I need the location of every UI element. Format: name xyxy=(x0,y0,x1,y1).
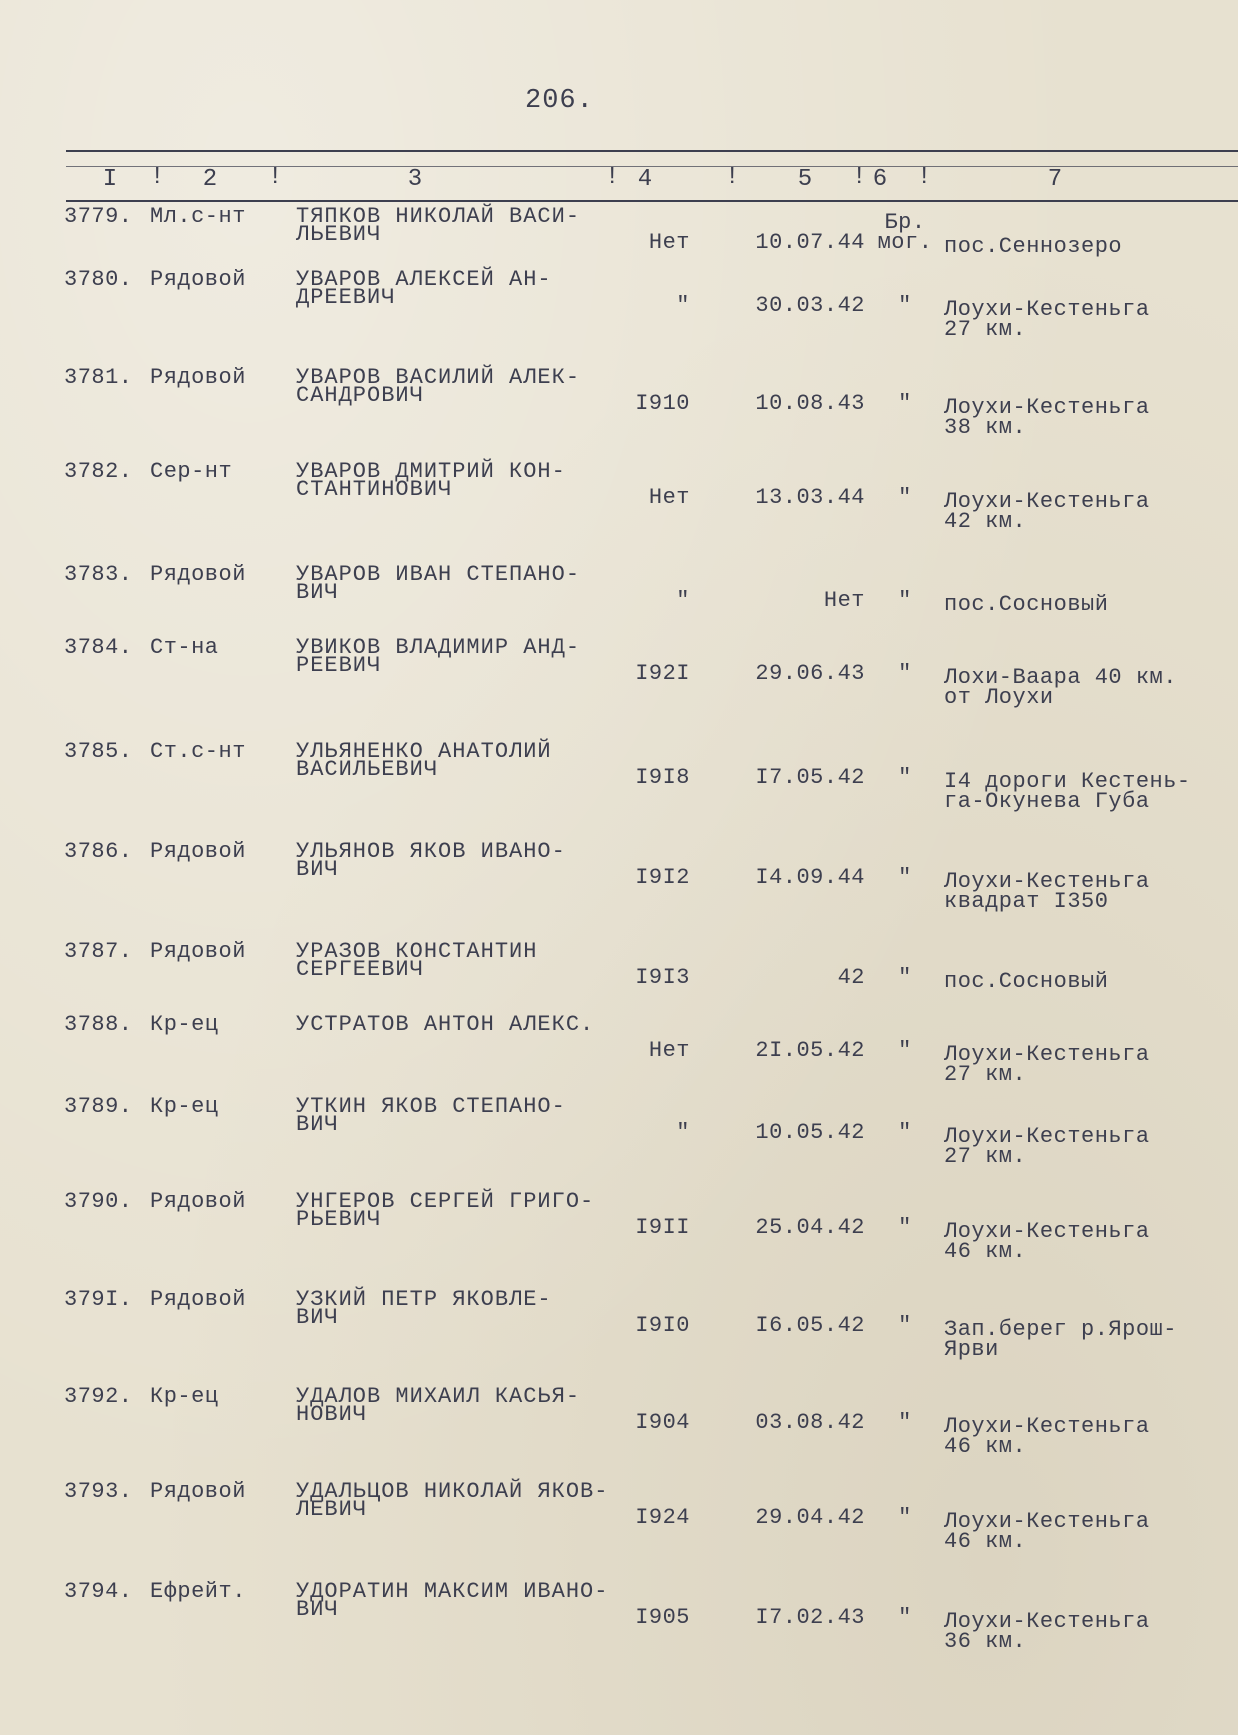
military-rank: Рядовой xyxy=(150,939,246,964)
burial-place-line-1: пос.Сеннозеро xyxy=(944,234,1123,259)
header-col-4: 4 xyxy=(637,166,653,193)
full-name-line-2: ВИЧ xyxy=(296,857,339,882)
birth-year: Нет xyxy=(648,230,690,255)
full-name-line-2: СЕРГЕЕВИЧ xyxy=(296,957,424,982)
military-rank: Ефрейт. xyxy=(150,1579,246,1604)
birth-year: " xyxy=(676,588,690,613)
full-name-line-1: УВАРОВ АЛЕКСЕЙ АН- xyxy=(296,267,552,292)
burial-type-line-2: " xyxy=(898,293,912,318)
full-name-line-2: ЛЬЕВИЧ xyxy=(296,222,382,247)
burial-type-line-2: " xyxy=(898,865,912,890)
military-rank: Кр-ец xyxy=(150,1384,219,1409)
burial-place-line-1: I4 дороги Кестень- xyxy=(944,769,1191,794)
burial-place-line-2: 27 км. xyxy=(944,1144,1027,1169)
death-date: I7.05.42 xyxy=(755,765,865,790)
military-rank: Рядовой xyxy=(150,1287,246,1312)
page-number: 206. xyxy=(525,86,594,116)
full-name-line-2: РЬЕВИЧ xyxy=(296,1207,382,1232)
military-rank: Ст-на xyxy=(150,635,219,660)
record-number: 3788. xyxy=(64,1012,133,1037)
death-date: 29.04.42 xyxy=(755,1505,865,1530)
header-col-2: 2 xyxy=(202,166,218,193)
header-col-6: 6 xyxy=(872,166,888,193)
military-rank: Рядовой xyxy=(150,839,246,864)
military-rank: Рядовой xyxy=(150,267,246,292)
birth-year: I9I0 xyxy=(635,1313,690,1338)
burial-type-line-2: " xyxy=(898,1038,912,1063)
record-number: 3789. xyxy=(64,1094,133,1119)
birth-year: I9I2 xyxy=(635,865,690,890)
burial-place-line-2: Ярви xyxy=(944,1337,999,1362)
military-rank: Рядовой xyxy=(150,1479,246,1504)
burial-type-line-2: " xyxy=(898,391,912,416)
record-number: 3780. xyxy=(64,267,133,292)
death-date: 2I.05.42 xyxy=(755,1038,865,1063)
birth-year: I9I8 xyxy=(635,765,690,790)
full-name-line-1: ТЯПКОВ НИКОЛАЙ ВАСИ- xyxy=(296,204,581,229)
birth-year: " xyxy=(676,293,690,318)
birth-year: I92I xyxy=(635,661,690,686)
burial-place-line-2: 46 км. xyxy=(944,1239,1027,1264)
burial-place-line-2: 38 км. xyxy=(944,415,1027,440)
birth-year: I910 xyxy=(635,391,690,416)
burial-place-line-2: квадрат I350 xyxy=(944,889,1109,914)
military-rank: Кр-ец xyxy=(150,1094,219,1119)
record-number: 3784. xyxy=(64,635,133,660)
full-name-line-2: СТАНТИНОВИЧ xyxy=(296,477,453,502)
birth-year: I904 xyxy=(635,1410,690,1435)
military-rank: Сер-нт xyxy=(150,459,233,484)
table-top-rule xyxy=(66,150,1238,152)
record-number: 3783. xyxy=(64,562,133,587)
military-rank: Мл.с-нт xyxy=(150,204,246,229)
burial-type-line-2: " xyxy=(898,1313,912,1338)
burial-type-line-2: " xyxy=(898,1120,912,1145)
burial-place-line-2: 27 км. xyxy=(944,317,1027,342)
military-rank: Рядовой xyxy=(150,365,246,390)
full-name-line-2: РЕЕВИЧ xyxy=(296,653,382,678)
burial-place-line-1: Лохи-Ваара 40 км. xyxy=(944,665,1177,690)
table-header-rule xyxy=(66,200,1238,202)
military-rank: Рядовой xyxy=(150,1189,246,1214)
death-date: 13.03.44 xyxy=(755,485,865,510)
record-number: 3792. xyxy=(64,1384,133,1409)
burial-place-line-1: Лоухи-Кестеньга xyxy=(944,395,1150,420)
death-date: 30.03.42 xyxy=(755,293,865,318)
burial-place-line-1: Лоухи-Кестеньга xyxy=(944,489,1150,514)
death-date: 25.04.42 xyxy=(755,1215,865,1240)
burial-type-line-2: " xyxy=(898,1410,912,1435)
header-separator: ! xyxy=(150,164,165,191)
burial-place-line-2: 46 км. xyxy=(944,1529,1027,1554)
burial-place-line-1: Лоухи-Кестеньга xyxy=(944,1124,1150,1149)
death-date: 03.08.42 xyxy=(755,1410,865,1435)
military-rank: Рядовой xyxy=(150,562,246,587)
burial-place-line-1: Лоухи-Кестеньга xyxy=(944,1042,1150,1067)
header-col-1: I xyxy=(102,166,118,193)
birth-year: I924 xyxy=(635,1505,690,1530)
header-col-5: 5 xyxy=(797,166,813,193)
burial-place-line-1: Лоухи-Кестеньга xyxy=(944,1219,1150,1244)
burial-place-line-2: от Лоухи xyxy=(944,685,1054,710)
full-name-line-1: УВИКОВ ВЛАДИМИР АНД- xyxy=(296,635,581,660)
full-name-line-2: ВИЧ xyxy=(296,580,339,605)
record-number: 3781. xyxy=(64,365,133,390)
record-number: 3790. xyxy=(64,1189,133,1214)
death-date: 10.07.44 xyxy=(755,230,865,255)
record-number: 3787. xyxy=(64,939,133,964)
death-date: 10.05.42 xyxy=(755,1120,865,1145)
full-name-line-1: УЗКИЙ ПЕТР ЯКОВЛЕ- xyxy=(296,1287,552,1312)
birth-year: Нет xyxy=(648,485,690,510)
full-name-line-1: УТКИН ЯКОВ СТЕПАНО- xyxy=(296,1094,566,1119)
header-separator: ! xyxy=(725,164,740,191)
burial-type-line-2: " xyxy=(898,661,912,686)
death-date: 42 xyxy=(837,965,865,990)
death-date: I4.09.44 xyxy=(755,865,865,890)
record-number: 3794. xyxy=(64,1579,133,1604)
birth-year: Нет xyxy=(648,1038,690,1063)
header-separator: ! xyxy=(605,164,620,191)
military-rank: Ст.с-нт xyxy=(150,739,246,764)
burial-type-line-2: " xyxy=(898,1215,912,1240)
burial-place-line-2: 46 км. xyxy=(944,1434,1027,1459)
birth-year: " xyxy=(676,1120,690,1145)
burial-place-line-1: пос.Сосновый xyxy=(944,592,1109,617)
burial-type-line-2: " xyxy=(898,965,912,990)
full-name-line-2: ЛЕВИЧ xyxy=(296,1497,368,1522)
burial-place-line-1: Лоухи-Кестеньга xyxy=(944,869,1150,894)
burial-place-line-1: Лоухи-Кестеньга xyxy=(944,1509,1150,1534)
birth-year: I9I3 xyxy=(635,965,690,990)
full-name-line-1: УЛЬЯНОВ ЯКОВ ИВАНО- xyxy=(296,839,566,864)
burial-type-line-2: " xyxy=(898,485,912,510)
full-name-line-1: УНГЕРОВ СЕРГЕЙ ГРИГО- xyxy=(296,1189,595,1214)
full-name-line-2: САНДРОВИЧ xyxy=(296,383,424,408)
full-name-line-1: УСТРАТОВ АНТОН АЛЕКС. xyxy=(296,1012,595,1037)
death-date: I6.05.42 xyxy=(755,1313,865,1338)
record-number: 3782. xyxy=(64,459,133,484)
burial-place-line-1: пос.Сосновый xyxy=(944,969,1109,994)
full-name-line-1: УДАЛЬЦОВ НИКОЛАЙ ЯКОВ- xyxy=(296,1479,609,1504)
full-name-line-2: ВИЧ xyxy=(296,1597,339,1622)
burial-place-line-2: 42 км. xyxy=(944,509,1027,534)
record-number: 3779. xyxy=(64,204,133,229)
record-number: 3793. xyxy=(64,1479,133,1504)
death-date: Нет xyxy=(823,588,865,613)
burial-place-line-1: Зап.берег р.Ярош- xyxy=(944,1317,1177,1342)
burial-type-line-2: мог. xyxy=(877,230,933,255)
death-date: 10.08.43 xyxy=(755,391,865,416)
burial-type-line-2: " xyxy=(898,1505,912,1530)
burial-place-line-2: 27 км. xyxy=(944,1062,1027,1087)
birth-year: I9II xyxy=(635,1215,690,1240)
full-name-line-1: УЛЬЯНЕНКО АНАТОЛИЙ xyxy=(296,739,552,764)
death-date: 29.06.43 xyxy=(755,661,865,686)
full-name-line-2: ВИЧ xyxy=(296,1112,339,1137)
full-name-line-2: ВИЧ xyxy=(296,1305,339,1330)
full-name-line-1: УВАРОВ ВАСИЛИЙ АЛЕК- xyxy=(296,365,581,390)
birth-year: I905 xyxy=(635,1605,690,1630)
full-name-line-2: НОВИЧ xyxy=(296,1402,368,1427)
full-name-line-2: ВАСИЛЬЕВИЧ xyxy=(296,757,439,782)
burial-place-line-1: Лоухи-Кестеньга xyxy=(944,297,1150,322)
burial-type-line-2: " xyxy=(898,1605,912,1630)
header-separator: ! xyxy=(917,164,932,191)
death-date: I7.02.43 xyxy=(755,1605,865,1630)
burial-place-line-1: Лоухи-Кестеньга xyxy=(944,1414,1150,1439)
header-col-7: 7 xyxy=(1047,166,1063,193)
full-name-line-1: УДОРАТИН МАКСИМ ИВАНО- xyxy=(296,1579,609,1604)
full-name-line-1: УДАЛОВ МИХАИЛ КАСЬЯ- xyxy=(296,1384,581,1409)
full-name-line-1: УРАЗОВ КОНСТАНТИН xyxy=(296,939,538,964)
full-name-line-1: УВАРОВ ИВАН СТЕПАНО- xyxy=(296,562,581,587)
full-name-line-1: УВАРОВ ДМИТРИЙ КОН- xyxy=(296,459,566,484)
burial-type-line-2: " xyxy=(898,588,912,613)
header-separator: ! xyxy=(268,164,283,191)
burial-place-line-1: Лоухи-Кестеньга xyxy=(944,1609,1150,1634)
burial-type-line-1: Бр. xyxy=(884,210,926,235)
burial-type-line-2: " xyxy=(898,765,912,790)
header-separator: ! xyxy=(852,164,867,191)
record-number: 3785. xyxy=(64,739,133,764)
military-rank: Кр-ец xyxy=(150,1012,219,1037)
header-col-3: 3 xyxy=(407,166,423,193)
burial-place-line-2: га-Окунева Губа xyxy=(944,789,1150,814)
record-number: 379I. xyxy=(64,1287,133,1312)
record-number: 3786. xyxy=(64,839,133,864)
burial-place-line-2: 36 км. xyxy=(944,1629,1027,1654)
full-name-line-2: ДРЕЕВИЧ xyxy=(296,285,396,310)
